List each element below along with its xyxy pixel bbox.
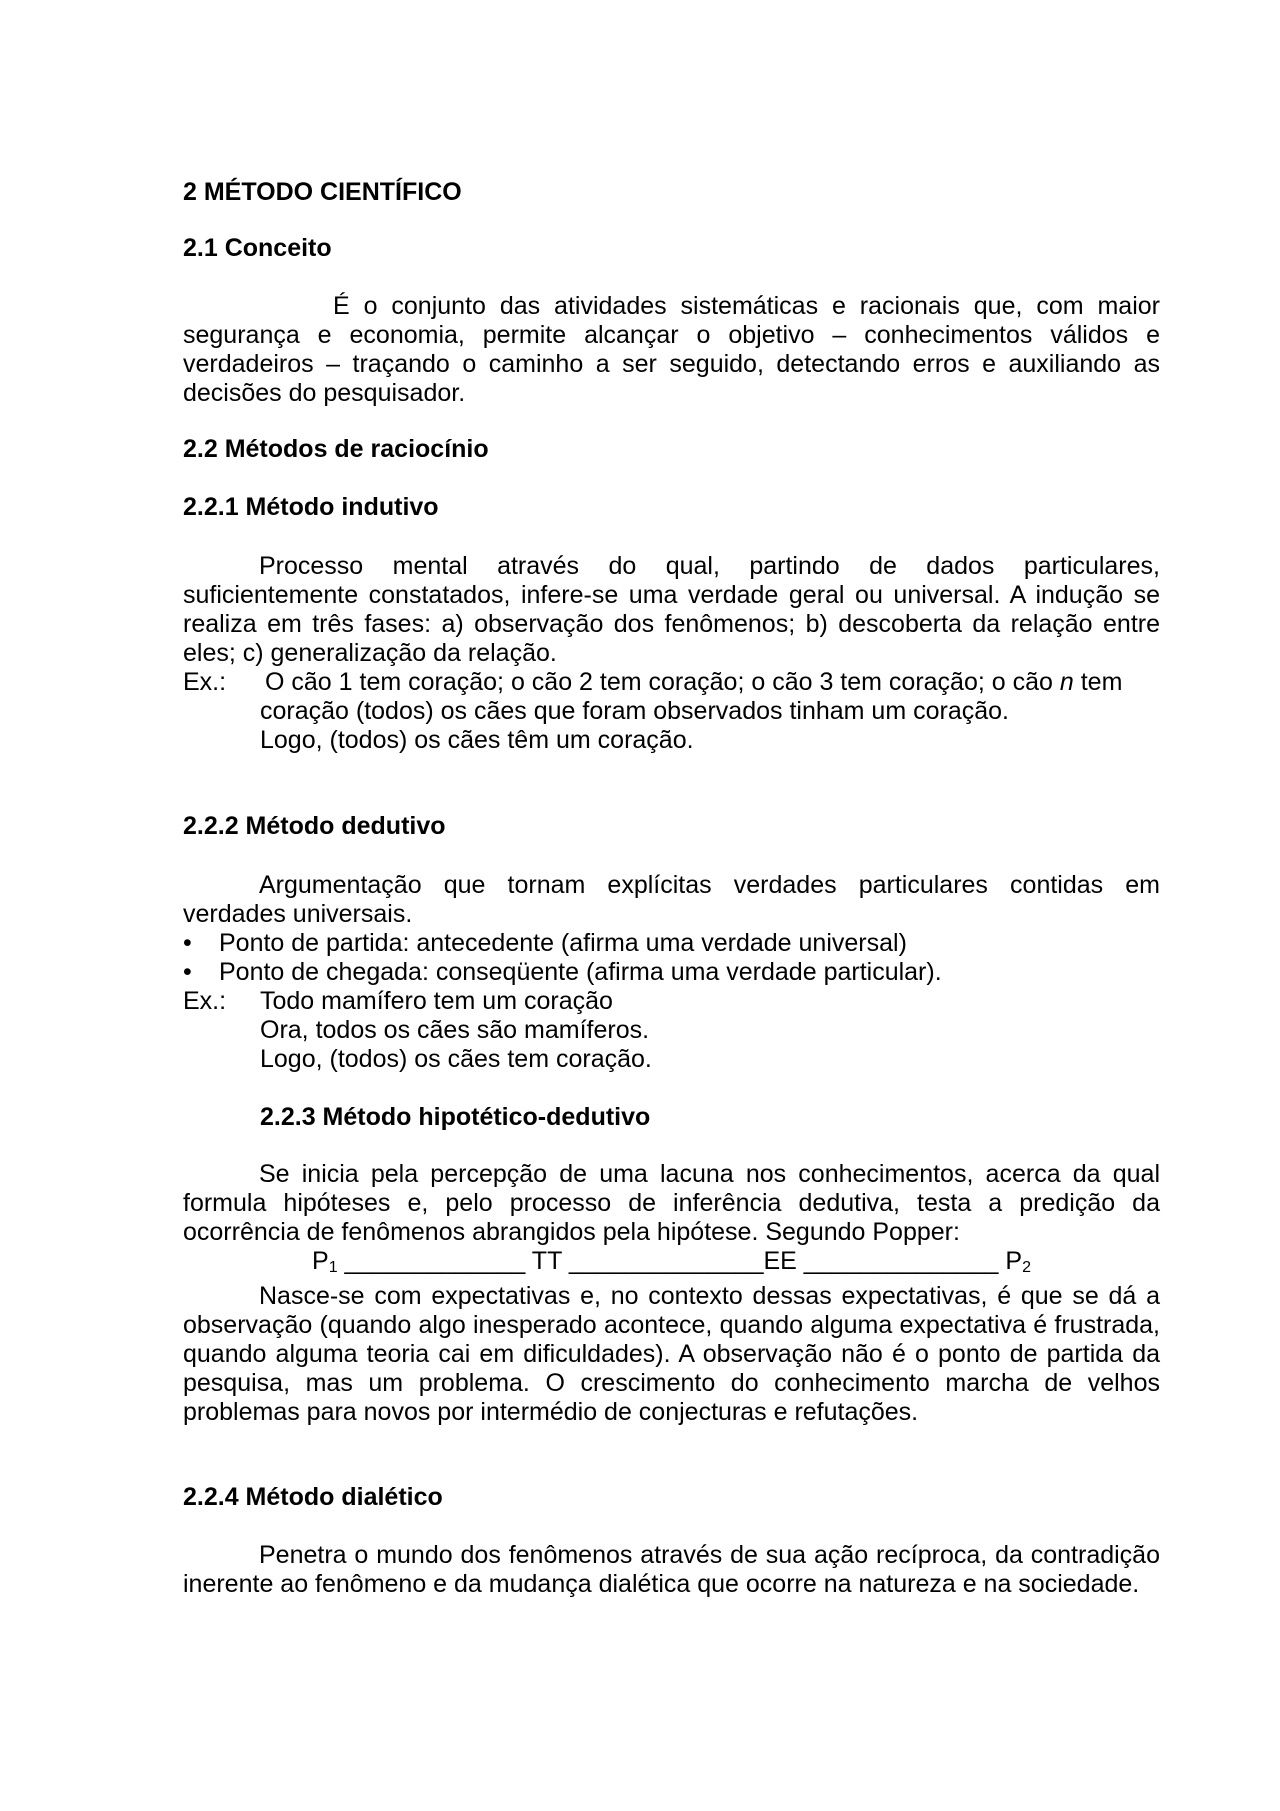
paragraph-conceito: É o conjunto das atividades sistemáticas e racionais que, com maior segurança e economia, permite alcançar o objetivo – conhecimentos válidos e verdadeiros – traçando o caminho a ser seguido, detectando erros e auxiliando as decisões do pesquisador. [183, 292, 1160, 407]
example-line: O cão 1 tem coração; o cão 2 tem coração; o cão 3 tem coração; o cão n tem coração (todos) os cães que foram observados tinham um coração. [260, 668, 1123, 725]
paragraph-dialetico: Penetra o mundo dos fenômenos através de sua ação recíproca, da contradição inerente ao fenômeno e da mudança dialética que ocorre na natureza e na sociedade. [183, 1541, 1160, 1598]
example-label: Ex.: [183, 987, 227, 1015]
section-title: 2 MÉTODO CIENTÍFICO [183, 178, 462, 206]
heading-2-2-3: 2.2.3 Método hipotético-dedutivo [260, 1103, 651, 1131]
document-page [183, 178, 1160, 1599]
example-dedutivo [183, 987, 1160, 1074]
paragraph-hipotetico-1: Se inicia pela percepção de uma lacuna nos conhecimentos, acerca da qual formula hipóteses e, pelo processo de inferência dedutiva, testa a predição da ocorrência de fenômenos abrangidos pela hipótese. Segundo Popper: [183, 1160, 1160, 1246]
heading-2-2-1: 2.2.1 Método indutivo [183, 493, 439, 521]
example-indutivo [183, 668, 1160, 755]
paragraph-indutivo: Processo mental através do qual, partindo de dados particulares, suficientemente constatados, infere-se uma verdade geral ou universal. A indução se realiza em três fases: a) observação dos fenômenos; b) descoberta da relação entre eles; c) generalização da relação. [183, 552, 1160, 667]
paragraph-dedutivo: Argumentação que tornam explícitas verdades particulares contidas em verdades universais. [183, 871, 1160, 928]
example-line: Logo, (todos) os cães têm um coração. [260, 726, 694, 754]
list-item: • Ponto de chegada: conseqüente (afirma uma verdade particular). [183, 958, 942, 986]
heading-2-2: 2.2 Métodos de raciocínio [183, 435, 489, 463]
example-line: Ora, todos os cães são mamíferos. [260, 1016, 650, 1044]
popper-formula: $P_1$ _____________ TT ______________EE ______________ $P_2$ [312, 1247, 1031, 1276]
bullet-icon: • [183, 929, 192, 957]
heading-2-2-4: 2.2.4 Método dialético [183, 1483, 443, 1511]
paragraph-hipotetico-2: Nasce-se com expectativas e, no contexto dessas expectativas, é que se dá a observação (quando algo inesperado acontece, quando alguma expectativa é frustrada, quando alguma teoria cai em dificuldades). A observação não é o ponto de partida da pesquisa, mas um problema. O crescimento do conhecimento marcha de velhos problemas para novos por intermédio de conjecturas e refutações. [183, 1282, 1160, 1426]
example-label: Ex.: [183, 668, 227, 696]
heading-2-2-2: 2.2.2 Método dedutivo [183, 812, 446, 840]
list-item: • Ponto de partida: antecedente (afirma uma verdade universal) [183, 929, 907, 957]
bullet-icon: • [183, 958, 192, 986]
heading-2-1: 2.1 Conceito [183, 234, 332, 262]
example-line: Todo mamífero tem um coração [260, 987, 613, 1015]
example-line: Logo, (todos) os cães tem coração. [260, 1045, 652, 1073]
